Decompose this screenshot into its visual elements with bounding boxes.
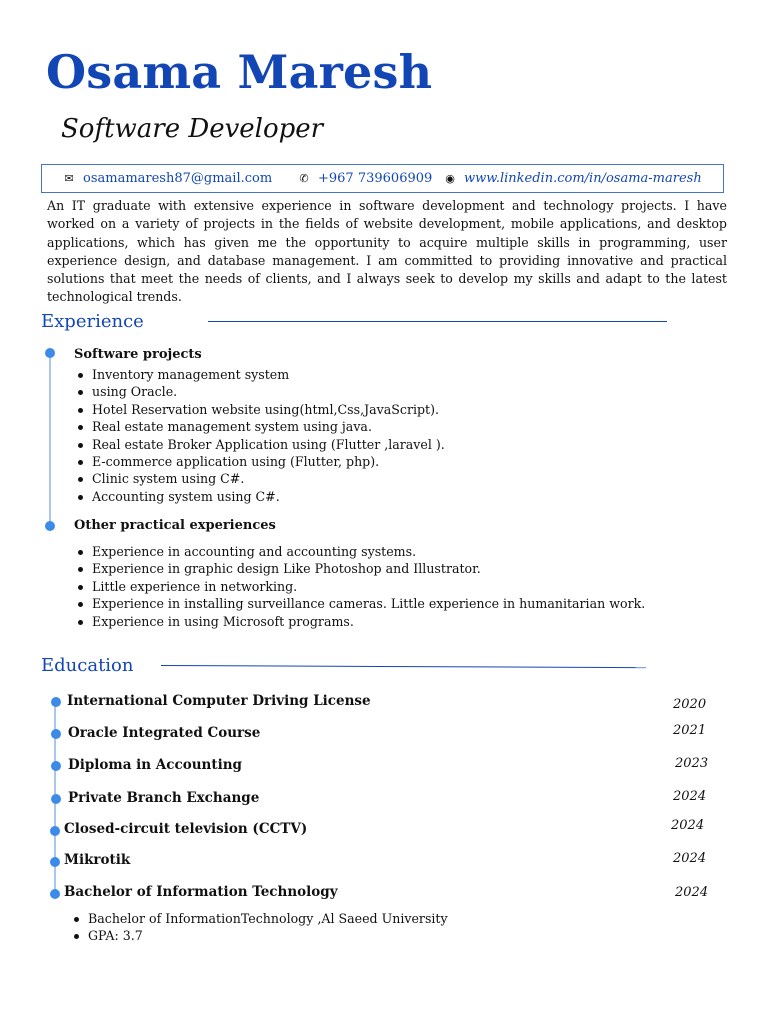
timeline-dot (45, 348, 55, 358)
list-item: Real estate management system using java. (75, 418, 445, 435)
list-item: Accounting system using C#. (75, 488, 445, 505)
list-item: Bachelor of InformationTechnology ,Al Saeed University (71, 910, 448, 927)
list-item: GPA: 3.7 (71, 927, 448, 944)
envelope-icon: ✉ (64, 172, 74, 185)
education-item-year: 2021 (673, 723, 707, 738)
timeline-dot (51, 794, 61, 804)
other-experiences-list (75, 543, 645, 630)
timeline-dot (45, 521, 55, 531)
email-text: osamamaresh87@gmail.com (83, 171, 273, 186)
education-item-name: Private Branch Exchange (68, 790, 260, 806)
timeline-dot (50, 889, 60, 899)
summary: An IT graduate with extensive experience in software development and technology projects. I have worked on a variety of projects in the fields of website development, mobile applications, and desktop applications, which has given me the opportunity to acquire multiple skills in programming, user experience design, and database management. I am committed to providing innovative and practical solutions that meet the needs of clients, and I always seek to develop my skills and adapt to the latest technological trends. (47, 198, 727, 305)
education-item-name: Oracle Integrated Course (68, 725, 261, 741)
timeline-dot (51, 697, 61, 707)
list-item: Real estate Broker Application using (Flutter ,laravel ). (75, 436, 445, 453)
contact-phone[interactable] (298, 171, 432, 186)
education-item-name: Bachelor of Information Technology (64, 884, 338, 900)
experience-divider (208, 321, 667, 322)
education-item-name: Closed-circuit television (CCTV) (64, 821, 308, 837)
education-item-year: 2024 (673, 789, 707, 804)
education-divider (161, 665, 646, 668)
timeline-dot (51, 729, 61, 739)
education-item-year: 2024 (671, 818, 705, 833)
list-item: E-commerce application using (Flutter, php). (75, 453, 445, 470)
degree-details-list (71, 910, 448, 945)
education-item-year: 2020 (673, 697, 707, 712)
timeline-dot (51, 761, 61, 771)
group-title-software-projects: Software projects (74, 347, 202, 362)
list-item: Clinic system using C#. (75, 470, 445, 487)
list-item: using Oracle. (75, 383, 445, 400)
job-title: Software Developer (61, 114, 324, 144)
list-item: Experience in using Microsoft programs. (75, 613, 645, 630)
phone-icon: ✆ (299, 172, 309, 185)
list-item: Hotel Reservation website using(html,Css,JavaScript). (75, 401, 445, 418)
education-item-name: Mikrotik (64, 852, 131, 868)
experience-heading: Experience (41, 311, 144, 332)
software-projects-list (75, 366, 445, 505)
experience-timeline-line (49, 353, 51, 527)
education-item-name: International Computer Driving License (67, 693, 371, 709)
education-heading: Education (41, 655, 134, 676)
list-item: Little experience in networking. (75, 578, 645, 595)
list-item: Experience in graphic design Like Photoshop and Illustrator. (75, 560, 645, 577)
globe-icon: ◉ (445, 172, 455, 185)
list-item: Experience in accounting and accounting systems. (75, 543, 645, 560)
contact-bar (41, 164, 724, 193)
linkedin-text: www.linkedin.com/in/osama-maresh (464, 171, 702, 186)
group-title-other-experiences: Other practical experiences (74, 518, 276, 533)
phone-text: +967 739606909 (318, 171, 433, 186)
list-item: Experience in installing surveillance cameras. Little experience in humanitarian work. (75, 595, 645, 612)
timeline-dot (50, 857, 60, 867)
candidate-name: Osama Maresh (46, 45, 433, 99)
education-item-year: 2023 (675, 756, 709, 771)
contact-linkedin[interactable] (444, 171, 702, 186)
education-item-name: Diploma in Accounting (68, 757, 242, 773)
timeline-dot (50, 826, 60, 836)
education-item-year: 2024 (673, 851, 707, 866)
contact-email[interactable] (63, 171, 272, 186)
list-item: Inventory management system (75, 366, 445, 383)
education-item-year: 2024 (675, 885, 709, 900)
